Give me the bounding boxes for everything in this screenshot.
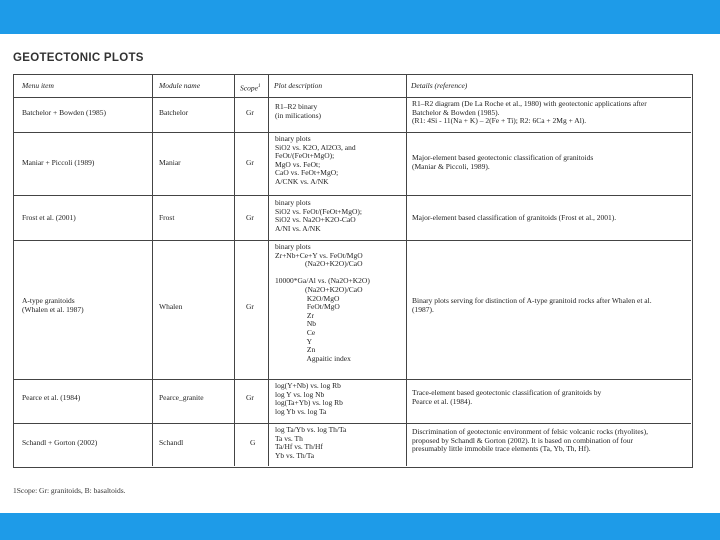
table-cell-module: Maniar [159, 158, 181, 167]
table-cell-module: Pearce_granite [159, 393, 204, 402]
table-cell-plot: binary plots SiO2 vs. FeOt/(FeOt+MgO); SiO2 vs. Na2O+K2O-CaO A/NI vs. A/NK [275, 198, 362, 233]
col-rule [268, 75, 269, 466]
table-cell-menu: Frost et al. (2001) [22, 213, 76, 222]
table-cell-menu: A-type granitoids (Whalen et al. 1987) [22, 296, 84, 314]
table-cell-details: Binary plots serving for distinction of A-type granitoid rocks after Whalen et al. (1987). [412, 296, 652, 314]
row-rule [14, 132, 691, 133]
col-rule [234, 75, 235, 466]
table-cell-details: Major-element based geotectonic classification of granitoids (Maniar & Piccoli, 1989). [412, 153, 594, 171]
col-rule [152, 75, 153, 466]
bottom-banner [0, 513, 720, 540]
footnote: 1Scope: Gr: granitoids, B: basaltoids. [13, 486, 126, 495]
row-rule [14, 423, 691, 424]
col-header-details: Details (reference) [411, 81, 468, 90]
col-rule [406, 75, 407, 466]
table-cell-module: Batchelor [159, 108, 189, 117]
table-cell-plot: R1–R2 binary (in milications) [275, 102, 322, 120]
col-header-scope: Scope$^1$ [240, 83, 261, 93]
table-cell-menu: Schandl + Gorton (2002) [22, 438, 98, 447]
table-cell-plot: log Ta/Yb vs. log Th/Ta Ta vs. Th Ta/Hf vs. Th/Hf Yb vs. Th/Ta [275, 425, 347, 460]
row-rule [14, 379, 691, 380]
table-cell-details: Discrimination of geotectonic environment of felsic volcanic rocks (rhyolites), proposed by Schandl & Gorton (2002). It is based on combination of four presumably little immobile trace elements (Ta, Yb, Th, Hf). [412, 427, 648, 454]
col-header-module: Module name [159, 81, 201, 90]
table-cell-plot: binary plots Zr+Nb+Ce+Y vs. FeOt/MgO (Na2O+K2O)/CaO 10000*Ga/Al vs. (Na2O+K2O) (Na2O+K2O)/CaO K2O/MgO FeOt/MgO Zr Nb Ce Y Zn Agpaitic index [275, 242, 370, 363]
col-header-menu: Menu item [22, 81, 54, 90]
table-cell-details: Trace-element based geotectonic classification of granitoids by Pearce et al. (1984). [412, 388, 602, 406]
table-cell-menu: Pearce et al. (1984) [22, 393, 81, 402]
table-cell-scope: Gr [246, 393, 254, 402]
header-rule [14, 97, 691, 98]
table-cell-details: R1–R2 diagram (De La Roche et al., 1980) with geotectonic applications after Batchelor & Bowden (1985). (R1: 4Si - 11(Na + K) – 2(Fe + Ti); R2: 6Ca + 2Mg + Al). [412, 99, 647, 126]
table-cell-menu: Maniar + Piccoli (1989) [22, 158, 95, 167]
table-cell-plot: log(Y+Nb) vs. log Rb log Y vs. log Nb log(Ta+Yb) vs. log Rb log Yb vs. log Ta [275, 381, 343, 416]
table-cell-plot: binary plots SiO2 vs. K2O, Al2O3, and FeOt/(FeOt+MgO); MgO vs. FeOt; CaO vs. FeOt+MgO; A/CNK vs. A/NK [275, 134, 356, 186]
table-cell-scope: Gr [246, 302, 254, 311]
row-rule [14, 240, 691, 241]
row-rule [14, 195, 691, 196]
table-cell-scope: Gr [246, 213, 254, 222]
table-cell-scope: Gr [246, 158, 254, 167]
table-cell-scope: G [250, 438, 256, 447]
plots-table [13, 74, 693, 468]
table-cell-module: Frost [159, 213, 175, 222]
table-cell-module: Whalen [159, 302, 183, 311]
col-header-plot: Plot description [274, 81, 323, 90]
table-cell-scope: Gr [246, 108, 254, 117]
table-cell-details: Major-element based classification of granitoids (Frost et al., 2001). [412, 213, 617, 222]
top-banner [0, 0, 720, 34]
table-cell-module: Schandl [159, 438, 184, 447]
table-cell-menu: Batchelor + Bowden (1985) [22, 108, 107, 117]
page-title: GEOTECTONIC PLOTS [13, 52, 144, 64]
